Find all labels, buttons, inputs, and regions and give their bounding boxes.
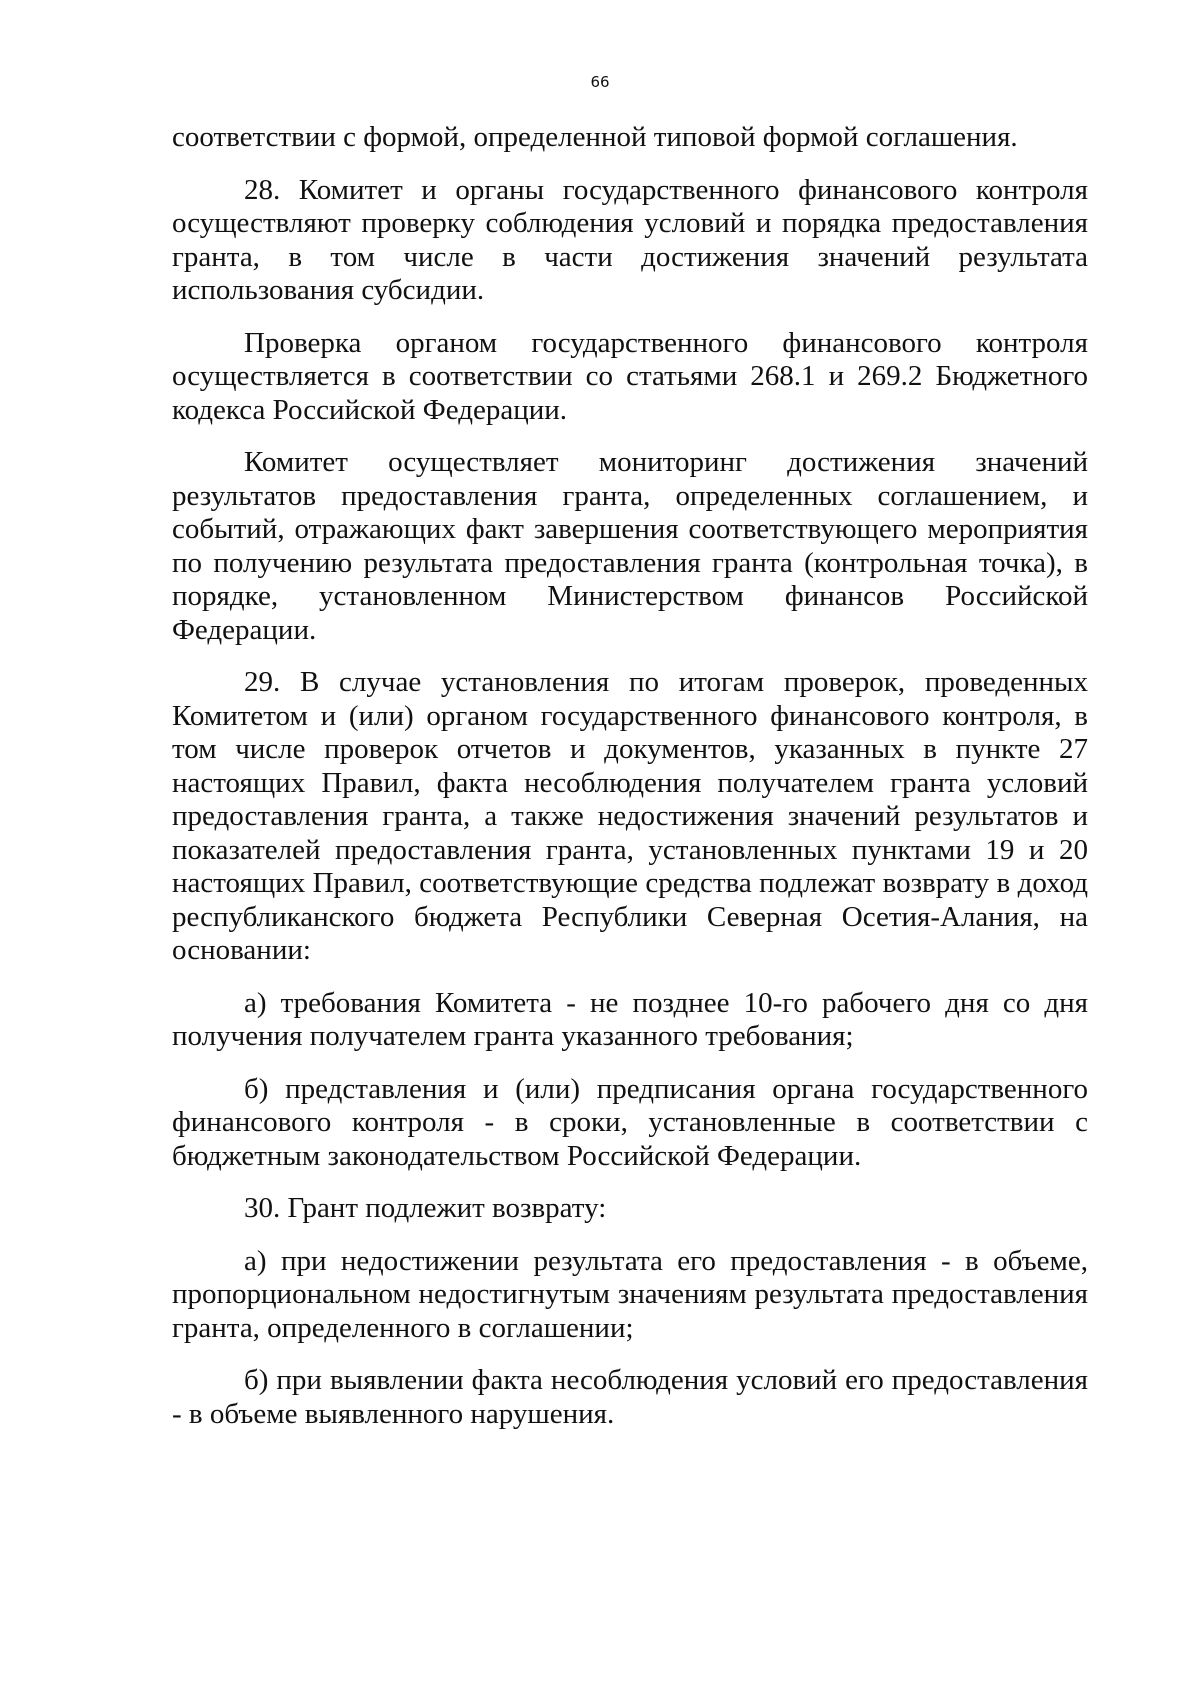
paragraph-item-28: 28. Комитет и органы государственного финансового контроля осуществляют проверку соблюдения условий и порядка предоставления гранта, в том числе в части достижения значений результата использования субсидии. bbox=[172, 173, 1088, 306]
paragraph-subitem-a-29: а) требования Комитета - не позднее 10-го рабочего дня со дня получения получателем гранта указанного требования; bbox=[172, 986, 1088, 1052]
page-number: 66 bbox=[590, 73, 610, 91]
paragraph-subitem-b-30: б) при выявлении факта несоблюдения условий его предоставления - в объеме выявленного нарушения. bbox=[172, 1364, 1088, 1430]
paragraph-item-30: 30. Грант подлежит возврату: bbox=[244, 1192, 607, 1224]
document-body bbox=[172, 121, 1088, 1450]
paragraph-subitem-b-29: б) представления и (или) предписания органа государственного финансового контроля - в сроки, установленные в соответствии с бюджетным законодательством Российской Федерации. bbox=[172, 1072, 1088, 1172]
paragraph-continuation: соответствии с формой, определенной типовой формой соглашения. bbox=[172, 121, 1018, 153]
paragraph-item-29: 29. В случае установления по итогам проверок, проведенных Комитетом и (или) органом государственного финансового контроля, в том числе проверок отчетов и документов, указанных в пункте 27 настоящих Правил, факта несоблюдения получателем гранта условий предоставления гранта, а также недостижения значений результатов и показателей предоставления гранта, установленных пунктами 19 и 20 настоящих Правил, соответствующие средства подлежат возврату в доход республиканского бюджета Республики Северная Осетия-Алания, на основании: bbox=[172, 666, 1088, 966]
paragraph-monitoring: Комитет осуществляет мониторинг достижения значений результатов предоставления гранта, определенных соглашением, и событий, отражающих факт завершения соответствующего мероприятия по получению результата предоставления гранта (контрольная точка), в порядке, установленном Министерством финансов Российской Федерации. bbox=[172, 446, 1088, 646]
paragraph-subitem-a-30: а) при недостижении результата его предоставления - в объеме, пропорциональном недостигнутым значениям результата предоставления гранта, определенного в соглашении; bbox=[172, 1244, 1088, 1344]
paragraph-inspection: Проверка органом государственного финансового контроля осуществляется в соответствии со статьями 268.1 и 269.2 Бюджетного кодекса Российской Федерации. bbox=[172, 326, 1088, 426]
